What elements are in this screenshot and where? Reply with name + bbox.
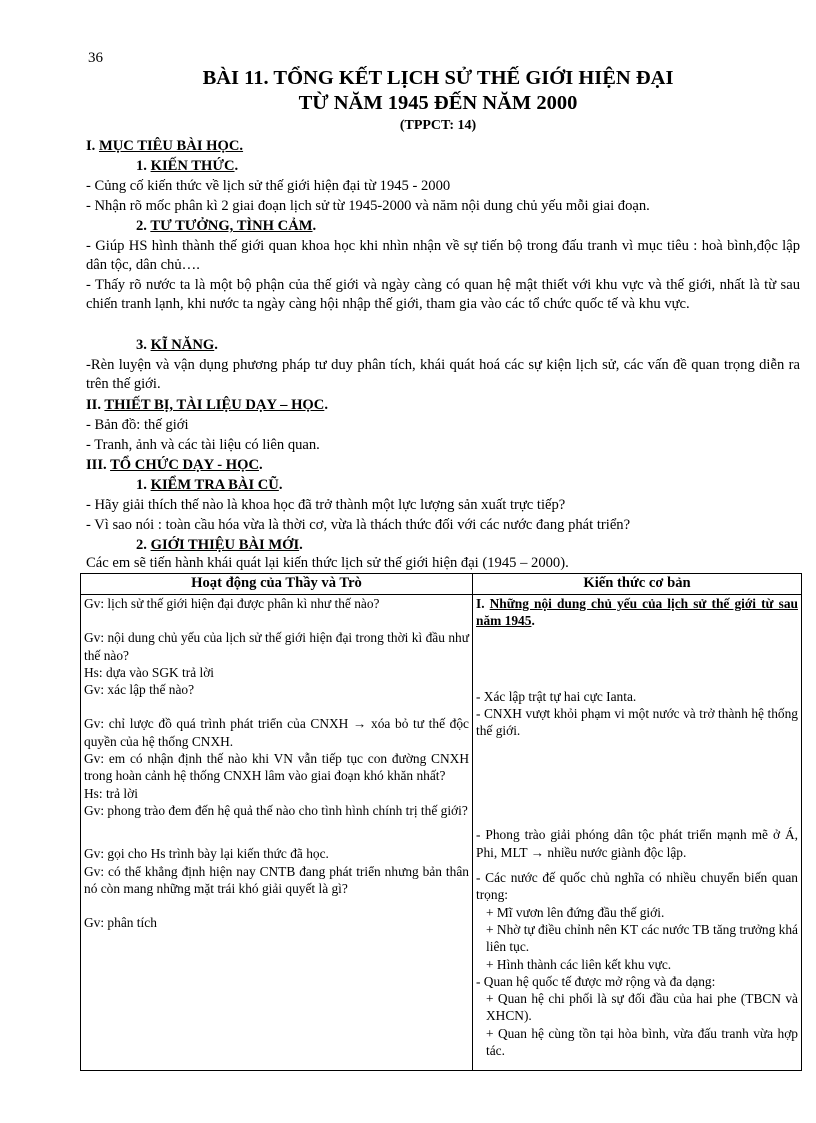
- review-question: - Hãy giải thích thế nào là khoa học đã trở thành một lực lượng sản xuất trực tiếp?: [86, 497, 566, 513]
- activity-line: Gv: em có nhận định thế nào khi VN vẫn tiếp tục con đường CNXH trong hoàn cảnh hệ thống CNXH lâm vào giai đoạn khó khăn nhất?: [84, 751, 469, 784]
- section-1-heading: I. MỤC TIÊU BÀI HỌC.: [86, 138, 244, 154]
- subsection-skill-heading: 3. KĨ NĂNG.: [136, 337, 218, 353]
- lesson-title-line-1: BÀI 11. TỔNG KẾT LỊCH SỬ THẾ GIỚI HIỆN ĐẠI: [202, 67, 674, 89]
- activity-line: Gv: nội dung chủ yếu của lịch sử thế giới hiện đại trong thời kì đầu như thế nào?: [84, 630, 469, 663]
- knowledge-point: - Các nước đế quốc chủ nghĩa có nhiều chuyển biến quan trọng:: [476, 870, 798, 903]
- page-number: 36: [88, 50, 103, 66]
- knowledge-point: - Xác lập trật tự hai cực Ianta.: [476, 688, 637, 704]
- activity-line: Gv: gọi cho Hs trình bày lại kiến thức đã học.: [84, 846, 329, 862]
- activity-line: Gv: lịch sử thế giới hiện đại được phân kì như thế nào?: [84, 596, 380, 611]
- knowledge-subpoint: + Quan hệ cùng tồn tại hòa bình, vừa đấu tranh vừa hợp tác.: [486, 1025, 798, 1059]
- activity-line: Hs: dựa vào SGK trả lời: [84, 664, 215, 680]
- section-3-heading: III. TỔ CHỨC DẠY - HỌC.: [86, 457, 263, 473]
- activity-line: Gv: xác lập thế nào?: [84, 682, 195, 698]
- attitude-item: - Giúp HS hình thành thế giới quan khoa học khi nhìn nhận về sự tiến bộ trong đấu tranh vì mục tiêu : hoà bình,độc lập dân tộc, dân chủ….: [86, 238, 800, 273]
- activities-cell: [81, 595, 473, 1071]
- equipment-item: - Bản đồ: thế giới: [86, 417, 189, 433]
- knowledge-subpoint: + Quan hệ chi phối là sự đối đầu của hai phe (TBCN và XHCN).: [486, 991, 798, 1024]
- skill-item: -Rèn luyện và vận dụng phương pháp tư duy phân tích, khái quát hoá các sự kiện lịch sử, các vấn đề quan trọng diễn ra trên thế giới.: [86, 357, 800, 392]
- intro-text: Các em sẽ tiến hành khái quát lại kiến thức lịch sử thế giới hiện đại (1945 – 2000).: [86, 555, 569, 571]
- knowledge-subpoint: + Nhờ tự điều chỉnh nên KT các nước TB tăng trưởng khá liên tục.: [486, 921, 798, 955]
- lesson-title-line-2: TỪ NĂM 1945 ĐẾN NĂM 2000: [298, 92, 578, 114]
- knowledge-point: - Quan hệ quốc tế được mở rộng và đa dạng:: [476, 973, 716, 989]
- subsection-review-heading: 1. KIỂM TRA BÀI CŨ.: [136, 477, 283, 493]
- subsection-intro-heading: 2. GIỚI THIỆU BÀI MỚI.: [136, 537, 303, 553]
- lesson-period-code: (TPPCT: 14): [399, 118, 477, 133]
- knowledge-cell: [473, 595, 802, 1071]
- subsection-attitude-heading: 2. TƯ TƯỞNG, TÌNH CẢM.: [136, 218, 317, 234]
- column-header-activities: Hoạt động của Thầy và Trò: [81, 574, 473, 595]
- activity-line: Gv: phân tích: [84, 915, 157, 931]
- equipment-item: - Tranh, ảnh và các tài liệu có liên quan.: [86, 437, 320, 453]
- attitude-item: - Thấy rõ nước ta là một bộ phận của thế giới và ngày càng có quan hệ mật thiết với khu vực và thế giới, nhất là từ sau chiến tranh lạnh, khi nước ta ngày càng hội nhập thế giới, tham gia vào các tổ chức quốc tế và khu vực.: [86, 277, 800, 312]
- review-question: - Vì sao nói : toàn cầu hóa vừa là thời cơ, vừa là thách thức đối với các nước đang phát triển?: [86, 517, 631, 533]
- table-row: [81, 595, 802, 1071]
- activity-line: Gv: chỉ lược đồ quá trình phát triển của CNXH → xóa bỏ tư thế độc quyền của hệ thống CNXH.: [84, 716, 469, 749]
- knowledge-subpoint: + Hình thành các liên kết khu vực.: [486, 956, 672, 972]
- activity-line: Hs: trả lời: [84, 785, 138, 801]
- knowledge-point: - Phong trào giải phóng dân tộc phát triển mạnh mẽ ở Á, Phi, MLT → nhiều nước giành độc lập.: [476, 827, 798, 860]
- table-header-row: [81, 574, 802, 595]
- knowledge-item: - Nhận rõ mốc phân kì 2 giai đoạn lịch sử từ 1945-2000 và năm nội dung chủ yếu mỗi giai đoạn.: [86, 198, 650, 214]
- activity-line: Gv: phong trào đem đến hệ quả thế nào cho tình hình chính trị thế giới?: [84, 802, 468, 818]
- column-header-knowledge: Kiến thức cơ bản: [473, 574, 802, 595]
- knowledge-subpoint: + Mĩ vươn lên đứng đầu thế giới.: [486, 904, 665, 920]
- knowledge-item: - Củng cố kiến thức về lịch sử thế giới hiện đại từ 1945 - 2000: [86, 178, 451, 194]
- subsection-knowledge-heading: 1. KIẾN THỨC.: [136, 158, 239, 174]
- knowledge-point: - CNXH vượt khỏi phạm vi một nước và trở thành hệ thống thế giới.: [476, 705, 798, 739]
- knowledge-heading: I. Những nội dung chủ yếu của lịch sử thế giới từ sau năm 1945.: [476, 596, 798, 629]
- activity-line: Gv: có thể khẳng định hiện nay CNTB đang phát triển nhưng bản thân nó còn mang những mặt trái khó giải quyết là gì?: [84, 863, 469, 896]
- section-2-heading: II. THIẾT BỊ, TÀI LIỆU DẠY – HỌC.: [86, 397, 328, 413]
- lesson-table: [80, 573, 802, 1071]
